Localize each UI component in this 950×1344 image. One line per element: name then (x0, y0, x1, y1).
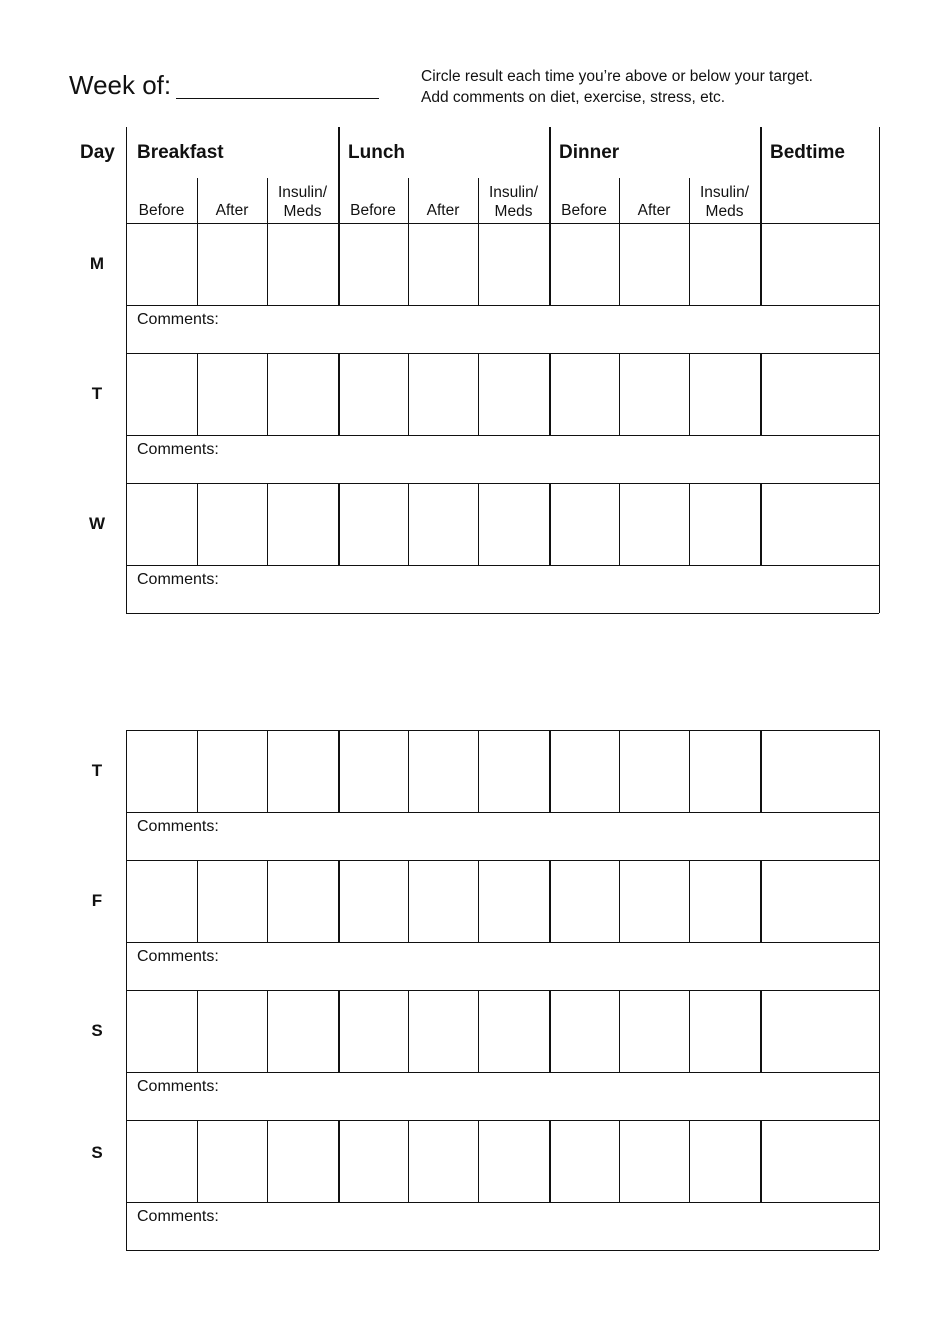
comments-label: Comments: (137, 571, 219, 588)
border-line (760, 127, 762, 223)
week-of-field[interactable] (176, 98, 379, 99)
before-header: Before (350, 202, 396, 219)
border-line (126, 223, 127, 353)
entry-cell[interactable] (410, 992, 476, 1070)
border-line (879, 990, 880, 1120)
comments-field[interactable] (128, 814, 877, 858)
grid-line (197, 178, 198, 223)
grid-line (267, 730, 268, 812)
grid-line (408, 860, 409, 942)
entry-cell[interactable] (691, 1122, 758, 1200)
entry-cell[interactable] (128, 862, 195, 940)
grid-line (689, 353, 690, 435)
grid-line (689, 990, 690, 1072)
dinner-header: Dinner (559, 142, 620, 163)
grid-line (408, 990, 409, 1072)
grid-line (126, 990, 879, 991)
comments-field[interactable] (128, 1074, 877, 1118)
entry-cell[interactable] (410, 732, 476, 810)
entry-cell[interactable] (199, 1122, 265, 1200)
border-line (126, 353, 127, 483)
border-line (126, 730, 127, 860)
border-line (879, 1120, 880, 1250)
grid-line (478, 223, 479, 305)
border-line (126, 860, 127, 990)
grid-line (126, 860, 879, 861)
entry-cell[interactable] (269, 862, 336, 940)
grid-line (197, 353, 198, 435)
day-header: Day (80, 142, 115, 163)
entry-cell[interactable] (621, 1122, 687, 1200)
entry-cell[interactable] (762, 225, 877, 303)
grid-line (619, 223, 620, 305)
entry-cell[interactable] (551, 225, 617, 303)
week-of-label: Week of: (69, 70, 172, 100)
entry-cell[interactable] (199, 355, 265, 433)
border-line (338, 127, 340, 223)
entry-cell[interactable] (691, 485, 758, 563)
grid-line (126, 435, 879, 436)
entry-cell[interactable] (621, 732, 687, 810)
grid-line (267, 1120, 268, 1202)
entry-cell[interactable] (269, 1122, 336, 1200)
instruction-line: Add comments on diet, exercise, stress, etc. (421, 89, 726, 106)
grid-line (408, 178, 409, 223)
grid-line (126, 1120, 879, 1121)
entry-cell[interactable] (410, 485, 476, 563)
grid-line (619, 178, 620, 223)
comments-field[interactable] (128, 567, 877, 611)
grid-line (478, 483, 479, 565)
entry-cell[interactable] (762, 992, 877, 1070)
after-header: After (426, 202, 460, 219)
grid-line (126, 812, 879, 813)
entry-cell[interactable] (480, 992, 547, 1070)
entry-cell[interactable] (128, 485, 195, 563)
grid-line (126, 483, 879, 484)
breakfast-header: Breakfast (137, 142, 224, 163)
entry-cell[interactable] (480, 485, 547, 563)
entry-cell[interactable] (340, 732, 406, 810)
grid-line (408, 1120, 409, 1202)
entry-cell[interactable] (199, 485, 265, 563)
entry-cell[interactable] (340, 355, 406, 433)
grid-line (689, 1120, 690, 1202)
before-header: Before (138, 202, 185, 219)
grid-line (408, 353, 409, 435)
border-line (126, 483, 127, 613)
entry-cell[interactable] (691, 862, 758, 940)
border-line (126, 127, 127, 223)
entry-cell[interactable] (762, 485, 877, 563)
grid-line (689, 178, 690, 223)
entry-cell[interactable] (621, 225, 687, 303)
entry-cell[interactable] (269, 485, 336, 563)
entry-cell[interactable] (128, 992, 195, 1070)
entry-cell[interactable] (410, 1122, 476, 1200)
border-line (879, 353, 880, 483)
grid-line (126, 565, 879, 566)
entry-cell[interactable] (269, 992, 336, 1070)
comments-field[interactable] (128, 944, 877, 988)
entry-cell[interactable] (551, 485, 617, 563)
entry-cell[interactable] (128, 732, 195, 810)
entry-cell[interactable] (269, 732, 336, 810)
grid-line (126, 305, 879, 306)
insulin-meds-header: Insulin/ Meds (699, 184, 750, 220)
grid-line (197, 730, 198, 812)
entry-cell[interactable] (621, 485, 687, 563)
entry-cell[interactable] (340, 862, 406, 940)
entry-cell[interactable] (410, 355, 476, 433)
border-line (879, 483, 880, 613)
grid-line (267, 990, 268, 1072)
instructions (421, 66, 813, 108)
entry-cell[interactable] (269, 225, 336, 303)
instruction-line: Circle result each time you’re above or below your target. (421, 68, 813, 85)
entry-cell[interactable] (340, 1122, 406, 1200)
border-line (879, 860, 880, 990)
grid-line (267, 860, 268, 942)
comments-label: Comments: (137, 948, 219, 965)
entry-cell[interactable] (480, 225, 547, 303)
grid-line (689, 223, 690, 305)
lunch-header: Lunch (348, 142, 405, 163)
grid-line (478, 178, 479, 223)
entry-cell[interactable] (410, 862, 476, 940)
grid-line (619, 353, 620, 435)
grid-line (408, 483, 409, 565)
border-line (126, 990, 127, 1120)
grid-line (197, 860, 198, 942)
grid-line (478, 860, 479, 942)
grid-line (267, 223, 268, 305)
entry-cell[interactable] (621, 992, 687, 1070)
entry-cell[interactable] (551, 862, 617, 940)
grid-line (267, 353, 268, 435)
entry-cell[interactable] (762, 732, 877, 810)
entry-cell[interactable] (480, 862, 547, 940)
grid-line (126, 1202, 879, 1203)
day-label: S (91, 1021, 103, 1040)
grid-line (689, 483, 690, 565)
comments-label: Comments: (137, 1078, 219, 1095)
entry-cell[interactable] (480, 732, 547, 810)
comments-field[interactable] (128, 307, 877, 351)
grid-line (619, 860, 620, 942)
grid-line (408, 730, 409, 812)
border-line (879, 127, 880, 223)
entry-cell[interactable] (551, 1122, 617, 1200)
grid-line (126, 942, 879, 943)
entry-cell[interactable] (762, 355, 877, 433)
grid-line (619, 990, 620, 1072)
entry-cell[interactable] (480, 1122, 547, 1200)
border-line (549, 127, 551, 223)
entry-cell[interactable] (128, 355, 195, 433)
comments-label: Comments: (137, 1208, 219, 1225)
entry-cell[interactable] (551, 992, 617, 1070)
after-header: After (215, 202, 249, 219)
insulin-meds-header: Insulin/ Meds (277, 184, 328, 220)
entry-cell[interactable] (340, 992, 406, 1070)
border-line (879, 223, 880, 353)
grid-line (619, 483, 620, 565)
entry-cell[interactable] (340, 485, 406, 563)
grid-line (126, 730, 879, 731)
comments-field[interactable] (128, 437, 877, 481)
entry-cell[interactable] (269, 355, 336, 433)
grid-line (478, 990, 479, 1072)
grid-line (197, 223, 198, 305)
grid-line (126, 1072, 879, 1073)
after-header: After (637, 202, 671, 219)
entry-cell[interactable] (691, 992, 758, 1070)
grid-line (689, 860, 690, 942)
entry-cell[interactable] (551, 732, 617, 810)
insulin-meds-header: Insulin/ Meds (488, 184, 539, 220)
grid-line (126, 223, 879, 224)
grid-line (689, 730, 690, 812)
grid-line (619, 730, 620, 812)
grid-line (197, 990, 198, 1072)
entry-cell[interactable] (199, 732, 265, 810)
day-label: S (91, 1143, 103, 1162)
entry-cell[interactable] (480, 355, 547, 433)
bedtime-header: Bedtime (770, 142, 845, 163)
comments-label: Comments: (137, 818, 219, 835)
entry-cell[interactable] (551, 355, 617, 433)
entry-cell[interactable] (621, 862, 687, 940)
entry-cell[interactable] (199, 862, 265, 940)
entry-cell[interactable] (199, 992, 265, 1070)
grid-line (478, 353, 479, 435)
day-label: M (89, 254, 105, 273)
grid-line (126, 613, 879, 614)
day-label: W (88, 514, 106, 533)
comments-label: Comments: (137, 311, 219, 328)
day-label: T (91, 761, 103, 780)
comments-field[interactable] (128, 1204, 877, 1248)
entry-cell[interactable] (691, 355, 758, 433)
grid-line (126, 1250, 879, 1251)
entry-cell[interactable] (128, 225, 195, 303)
entry-cell[interactable] (762, 1122, 877, 1200)
entry-cell[interactable] (128, 1122, 195, 1200)
border-line (126, 1120, 127, 1250)
grid-line (267, 178, 268, 223)
comments-label: Comments: (137, 441, 219, 458)
grid-line (197, 1120, 198, 1202)
grid-line (478, 730, 479, 812)
day-label: F (91, 891, 103, 910)
day-label: T (91, 384, 103, 403)
grid-line (126, 353, 879, 354)
entry-cell[interactable] (199, 225, 265, 303)
grid-line (267, 483, 268, 565)
before-header: Before (561, 202, 607, 219)
entry-cell[interactable] (691, 732, 758, 810)
grid-line (478, 1120, 479, 1202)
border-line (879, 730, 880, 860)
entry-cell[interactable] (340, 225, 406, 303)
grid-line (408, 223, 409, 305)
entry-cell[interactable] (691, 225, 758, 303)
grid-line (619, 1120, 620, 1202)
entry-cell[interactable] (762, 862, 877, 940)
entry-cell[interactable] (621, 355, 687, 433)
entry-cell[interactable] (410, 225, 476, 303)
grid-line (197, 483, 198, 565)
